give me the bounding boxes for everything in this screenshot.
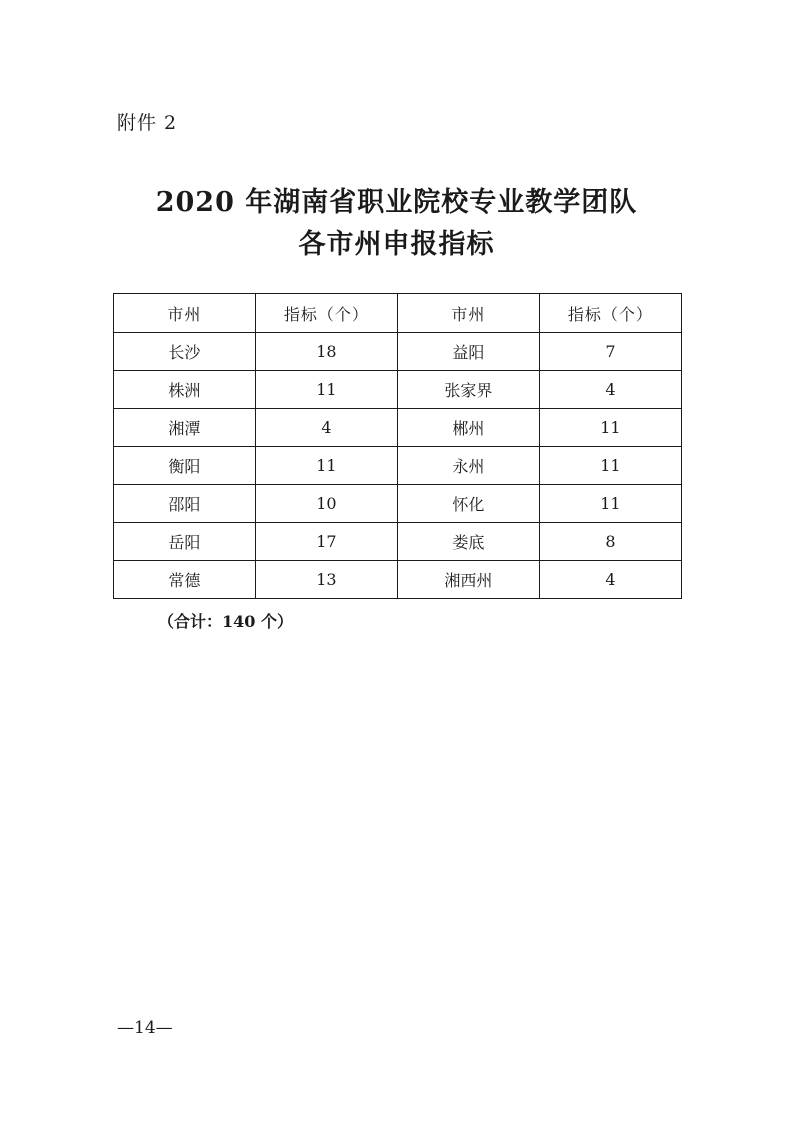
quota-cell: 13 [255, 561, 397, 599]
header-quota-a: 指标（个） [255, 294, 397, 333]
city-cell: 怀化 [397, 485, 539, 523]
table-row [114, 371, 682, 409]
table-row [114, 409, 682, 447]
city-cell: 邵阳 [114, 485, 256, 523]
attachment-label: 附件 2 [117, 112, 178, 134]
city-cell: 株洲 [114, 371, 256, 409]
quota-cell: 11 [539, 409, 681, 447]
header-city-b: 市州 [397, 294, 539, 333]
document-title-line2: 各市州申报指标 [298, 229, 495, 260]
quota-table [113, 293, 682, 599]
city-cell: 湘西州 [397, 561, 539, 599]
city-cell: 永州 [397, 447, 539, 485]
quota-cell: 4 [255, 409, 397, 447]
city-cell: 张家界 [397, 371, 539, 409]
city-cell: 娄底 [397, 523, 539, 561]
city-cell: 郴州 [397, 409, 539, 447]
quota-cell: 11 [255, 371, 397, 409]
quota-cell: 8 [539, 523, 681, 561]
quota-cell: 18 [255, 333, 397, 371]
table-row [114, 333, 682, 371]
quota-cell: 7 [539, 333, 681, 371]
city-cell: 岳阳 [114, 523, 256, 561]
quota-cell: 11 [539, 447, 681, 485]
quota-cell: 11 [255, 447, 397, 485]
table-row [114, 561, 682, 599]
header-quota-b: 指标（个） [539, 294, 681, 333]
city-cell: 益阳 [397, 333, 539, 371]
city-cell: 湘潭 [114, 409, 256, 447]
table-row [114, 485, 682, 523]
quota-cell: 4 [539, 371, 681, 409]
quota-cell: 17 [255, 523, 397, 561]
quota-cell: 11 [539, 485, 681, 523]
city-cell: 长沙 [114, 333, 256, 371]
table-header-row [114, 294, 682, 333]
city-cell: 常德 [114, 561, 256, 599]
total-note: （合计：140 个） [158, 612, 293, 631]
document-title-line1: 2020 年湖南省职业院校专业教学团队 [155, 187, 638, 218]
city-cell: 衡阳 [114, 447, 256, 485]
table-row [114, 447, 682, 485]
quota-cell: 10 [255, 485, 397, 523]
quota-cell: 4 [539, 561, 681, 599]
header-city-a: 市州 [114, 294, 256, 333]
page-number: —14— [117, 1018, 173, 1038]
table-row [114, 523, 682, 561]
